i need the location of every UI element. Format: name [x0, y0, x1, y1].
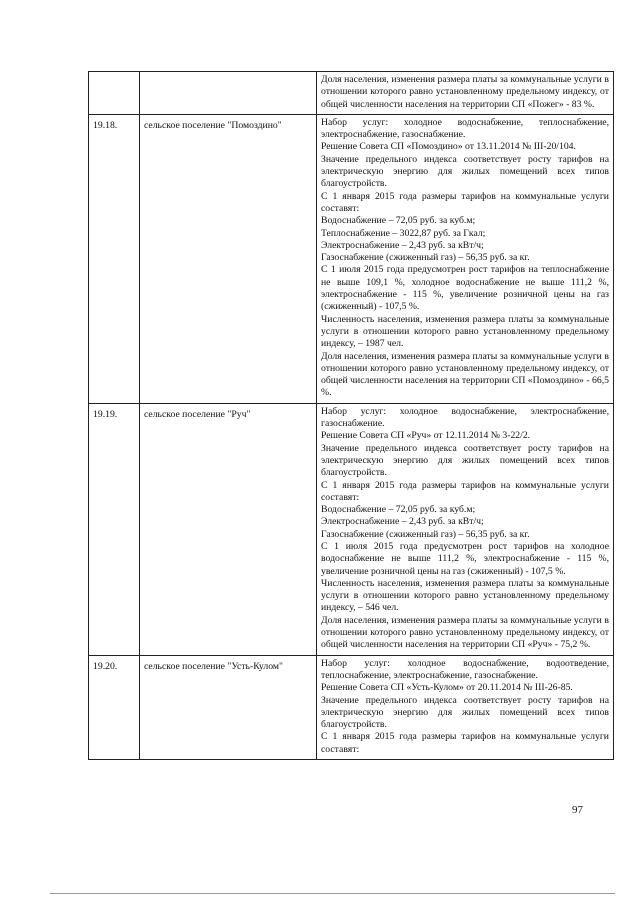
- description-line: Набор услуг: холодное водоснабжение, водоотведение, теплоснабжение, электроснабжение, газоснабжение.: [321, 657, 609, 681]
- description-line: Доля населения, изменения размера платы за коммунальные услуги в отношении которого равно установленному предельному индексу, от общей численности населения на территории СП «Руч» - 75,2 %.: [321, 614, 609, 651]
- description-line: С 1 января 2015 года размеры тарифов на коммунальные услуги составят:: [321, 731, 609, 755]
- description-line: С 1 июля 2015 года предусмотрен рост тарифов на холодное водоснабжение не выше 111,2 %, электроснабжение - 115 %, увеличение розничной цены на газ (сжиженный) - 107,5 %.: [321, 540, 609, 577]
- tariff-description: [317, 72, 614, 115]
- page-bottom-rule: [50, 893, 615, 894]
- table-row: [89, 403, 614, 655]
- description-line: Водоснабжение – 72,05 руб. за куб.м;: [321, 504, 476, 516]
- description-line: Значение предельного индекса соответствует росту тарифов на электрическую энергию для жилых помещений всех типов благоустройств.: [321, 153, 609, 190]
- settlement-name: [140, 72, 317, 115]
- settlement-name: сельское поселение "Усть-Кулом": [140, 655, 317, 759]
- description-line: Теплоснабжение – 3022,87 руб. за Гкал;: [321, 227, 486, 239]
- tariff-description: [317, 114, 614, 403]
- description-line: Набор услуг: холодное водоснабжение, теплоснабжение, электроснабжение, газоснабжение.: [321, 116, 609, 141]
- row-number: 19.18.: [89, 114, 140, 403]
- description-line: Газоснабжение (сжиженный газ) – 56,35 руб. за кг.: [321, 528, 530, 540]
- tariff-description: [317, 403, 614, 655]
- settlement-name: сельское поселение "Помоздино": [140, 114, 317, 403]
- description-line: Значение предельного индекса соответствует росту тарифов на электрическую энергию для жилых помещений всех типов благоустройств.: [321, 442, 609, 479]
- description-line: Водоснабжение – 72,05 руб. за куб.м;: [321, 215, 476, 227]
- description-line: Решение Совета СП «Помоздино» от 13.11.2014 № III-20/104.: [321, 141, 576, 153]
- description-line: Значение предельного индекса соответствует росту тарифов на электрическую энергию для жилых помещений всех типов благоустройств.: [321, 694, 609, 731]
- description-line: Газоснабжение (сжиженный газ) – 56,35 руб. за кг.: [321, 252, 530, 264]
- table-row: [89, 72, 614, 115]
- description-line: Решение Совета СП «Усть-Кулом» от 20.11.2014 № III-26-85.: [321, 682, 573, 694]
- description-line: Электроснабжение – 2,43 руб. за кВт/ч;: [321, 239, 484, 251]
- table-row: [89, 655, 614, 759]
- row-number: 19.19.: [89, 403, 140, 655]
- description-line: Решение Совета СП «Руч» от 12.11.2014 № 3-22/2.: [321, 430, 531, 442]
- page-number: 97: [572, 804, 583, 816]
- row-number: 19.20.: [89, 655, 140, 759]
- tariff-description: [317, 655, 614, 759]
- description-line: Набор услуг: холодное водоснабжение, электроснабжение, газоснабжение.: [321, 405, 609, 430]
- description-line: Доля населения, изменения размера платы за коммунальные услуги в отношении которого равно установленному предельному индексу, от общей численности населения на территории СП «Пожег» - 83 %.: [321, 74, 609, 110]
- description-line: Электроснабжение – 2,43 руб. за кВт/ч;: [321, 516, 484, 528]
- description-line: С 1 января 2015 года размеры тарифов на коммунальные услуги составят:: [321, 190, 609, 214]
- settlement-name: сельское поселение "Руч": [140, 403, 317, 655]
- tariff-table: [88, 71, 614, 760]
- description-line: Численность населения, изменения размера платы за коммунальные услуги в отношении которого равно установленному предельному индексу, – 1987 чел.: [321, 313, 609, 350]
- description-line: Численность населения, изменения размера платы за коммунальные услуги в отношении которого равно установленному предельному индексу, – 546 чел.: [321, 577, 609, 614]
- description-line: Доля населения, изменения размера платы за коммунальные услуги в отношении которого равно установленному предельному индексу, от общей численности населения на территории СП «Помоздино» - 66,5 %.: [321, 350, 609, 399]
- description-line: С 1 июля 2015 года предусмотрен рост тарифов на теплоснабжение не выше 109,1 %, холодное водоснабжение не выше 111,2 %, электроснабжение - 115 %, увеличение розничной цены на газ (сжиженный) - 107,5 %.: [321, 264, 609, 313]
- description-line: С 1 января 2015 года размеры тарифов на коммунальные услуги составят:: [321, 479, 609, 503]
- table-row: [89, 114, 614, 403]
- row-number: [89, 72, 140, 115]
